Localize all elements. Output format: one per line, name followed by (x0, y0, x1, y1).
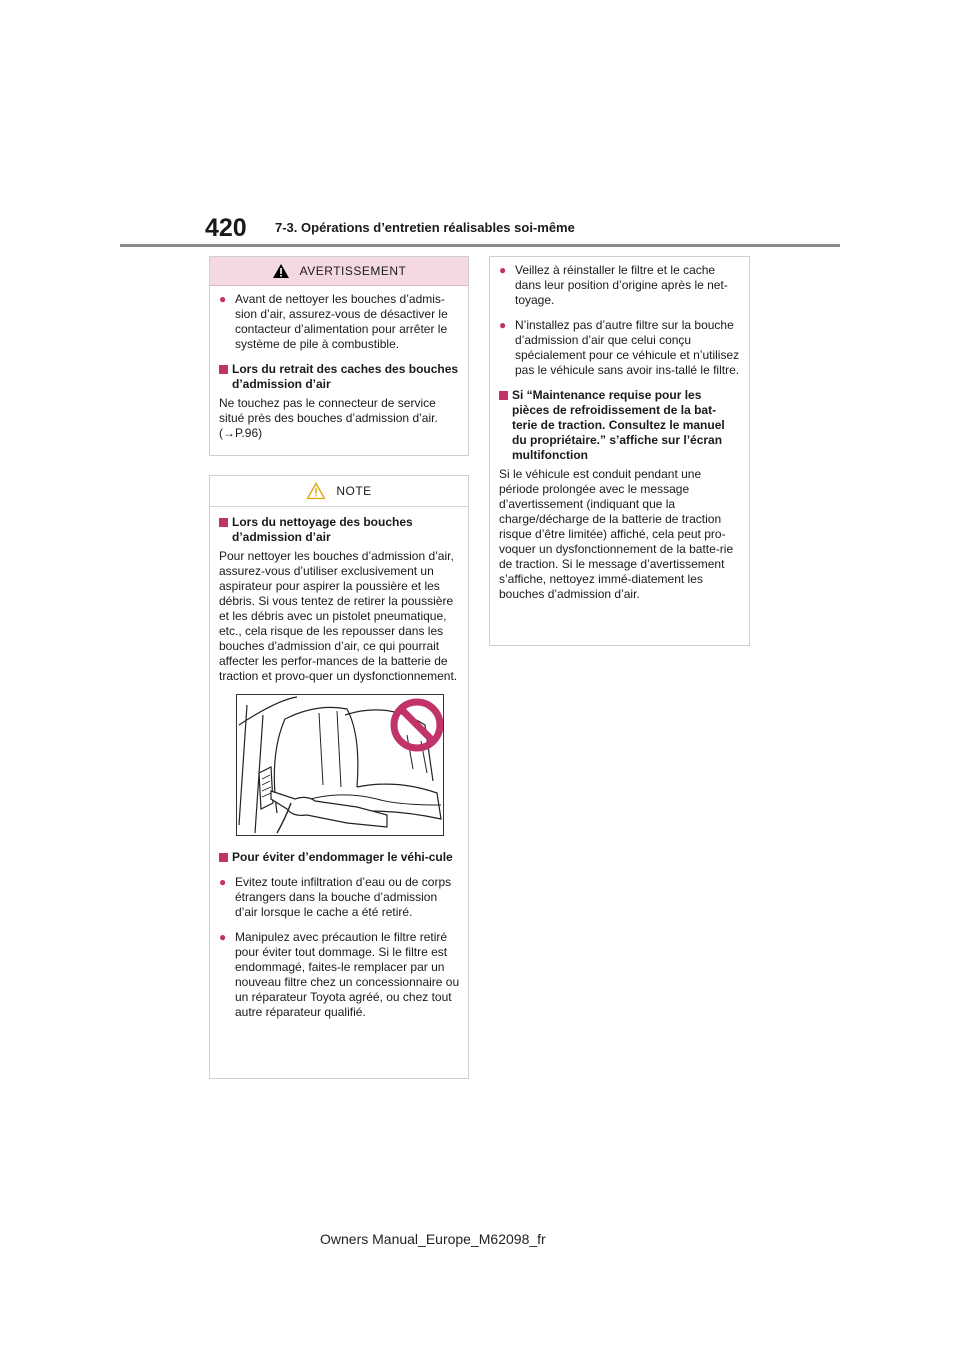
section-title: 7-3. Opérations d’entretien réalisables soi-même (275, 220, 575, 235)
note-paragraph: Pour nettoyer les bouches d’admission d’air, assurez-vous d’utiliser exclusivement un aspirateur pour aspirer la poussière et les débris. Si vous tentez de retirer la poussière et les débris avec un pistolet pneumatique, etc., cela risque de les repousser dans les bouches d’admission d’air, ce qui pourrait affecter les perfor-mances de la batterie de traction et provo-quer un dysfonctionnement. (219, 549, 458, 683)
note-title: NOTE (336, 484, 372, 498)
note-box (209, 475, 469, 1079)
warning-bullet (219, 292, 460, 352)
note-bullet-text: Manipulez avec précaution le filtre retiré pour éviter tout dommage. Si le filtre est endommagé, faites-le remplacer par un nouveau filtre chez un concessionnaire ou un réparateur Toyota agréé, ou chez tout autre réparateur qualifié. (235, 930, 460, 1019)
bullet-icon: ● (499, 263, 507, 277)
square-bullet-icon (219, 362, 232, 374)
vacuum-cleaning-illustration (236, 694, 444, 836)
warning-heading-text: Lors du retrait des caches des bouches d’admission d’air (232, 362, 459, 391)
footer-text: Owners Manual_Europe_M62098_fr (320, 1231, 546, 1247)
note-header (210, 476, 468, 507)
continuation-bullet (499, 318, 741, 378)
continuation-bullet-text: Veillez à réinstaller le filtre et le cache dans leur position d’origine après le net-toyage. (515, 263, 728, 307)
caution-triangle-icon (306, 482, 326, 500)
square-bullet-icon (219, 515, 232, 527)
note-bullet (219, 930, 460, 1020)
note-heading (219, 515, 460, 545)
note-bullet (219, 875, 460, 920)
bullet-icon: ● (219, 292, 227, 306)
continuation-paragraph: Si le véhicule est conduit pendant une période prolongée avec le message d’avertissement (indiquant que la charge/décharge de la batterie de traction risque d’être limitée) affiché, cela peut pro-voquer un dysfonctionnement de la batte-rie de traction. Si le message d’avertissement s’affiche, nettoyez immé-diatement les bouches d’admission d’air. (499, 467, 734, 601)
seat-vacuum-drawing (237, 695, 443, 835)
note-bullet-text: Evitez toute infiltration d’eau ou de corps étrangers dans la bouche d’admission d’air lorsque le cache a été retiré. (235, 875, 452, 919)
warning-heading (219, 362, 460, 392)
warning-bullet-text: Avant de nettoyer les bouches d’admis-sion d’air, assurez-vous de désactiver le contacteur d’alimentation pour arrêter le système de pile à combustible. (235, 292, 448, 351)
square-bullet-icon (219, 850, 232, 862)
note-continuation-box (489, 256, 750, 646)
warning-title: AVERTISSEMENT (299, 264, 407, 278)
bullet-icon: ● (219, 875, 227, 889)
note-heading-2 (219, 850, 460, 865)
continuation-bullet (499, 263, 741, 308)
note-heading-2-text: Pour éviter d’endommager le véhi-cule (232, 850, 453, 864)
warning-box (209, 256, 469, 456)
page-number: 420 (205, 214, 247, 242)
warning-header (210, 257, 468, 286)
note-heading-text: Lors du nettoyage des bouches d’admission d’air (232, 515, 413, 544)
square-bullet-icon (499, 388, 512, 400)
continuation-bullet-text: N’installez pas d’autre filtre sur la bouche d’admission d’air que celui conçu spécialement pour ce véhicule et n’utilisez pas le véhicule sans avoir ins-tallé le filtre. (515, 318, 740, 377)
header-divider (120, 244, 840, 247)
continuation-heading-text: Si “Maintenance requise pour les pièces de refroidissement de la bat-terie de traction. Consultez le manuel du propriétaire.” s’affiche sur l’écran multifonction (512, 388, 725, 462)
warning-triangle-icon (272, 263, 290, 279)
warning-paragraph: Ne touchez pas le connecteur de service situé près des bouches d’admission d’air. (→P.96) (219, 396, 438, 440)
bullet-icon: ● (499, 318, 507, 332)
continuation-heading (499, 388, 741, 463)
bullet-icon: ● (219, 930, 227, 944)
